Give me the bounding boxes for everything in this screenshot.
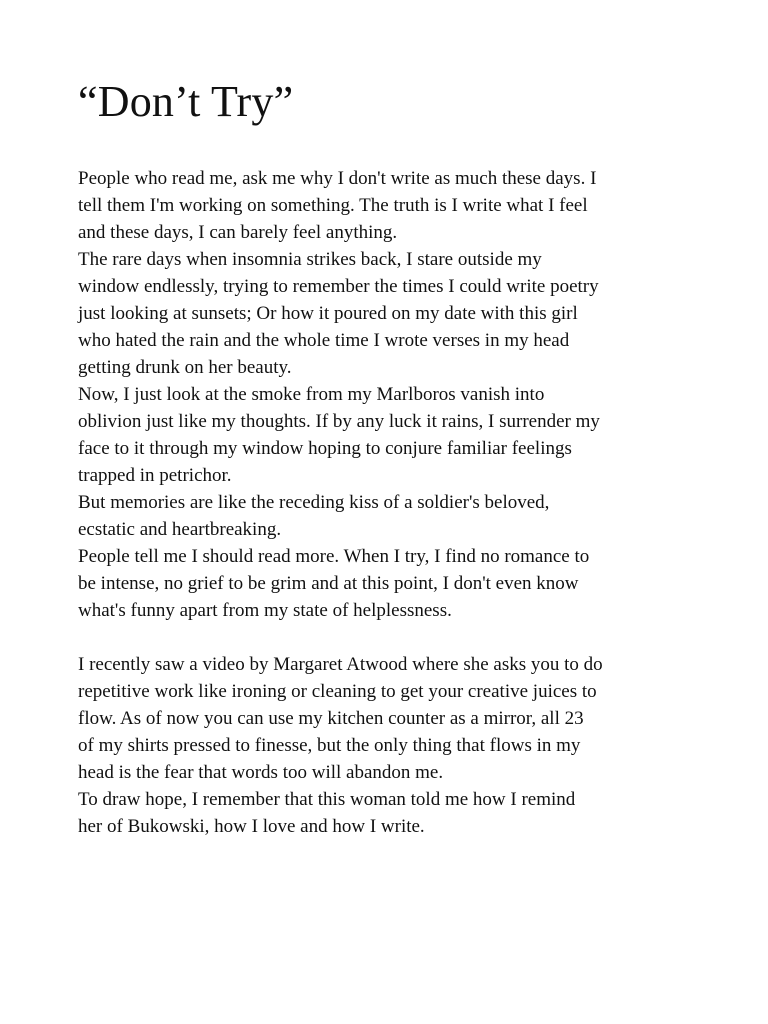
text-line: just looking at sunsets; Or how it poured on my date with this girl [78,303,578,324]
text-line: getting drunk on her beauty. [78,357,292,378]
paragraph-5 [78,543,698,624]
text-line: People who read me, ask me why I don't write as much these days. I [78,168,597,189]
paragraph-1 [78,165,698,246]
text-line: of my shirts pressed to finesse, but the only thing that flows in my [78,735,581,756]
body-text [78,165,698,840]
text-line: I recently saw a video by Margaret Atwood where she asks you to do [78,654,603,675]
text-line: repetitive work like ironing or cleaning to get your creative juices to [78,681,597,702]
text-line: and these days, I can barely feel anything. [78,222,398,243]
text-line: be intense, no grief to be grim and at this point, I don't even know [78,573,579,594]
text-line: her of Bukowski, how I love and how I write. [78,816,425,837]
text-line: But memories are like the receding kiss of a soldier's beloved, [78,492,550,513]
text-line: To draw hope, I remember that this woman told me how I remind [78,789,576,810]
paragraph-6 [78,651,698,786]
text-line: trapped in petrichor. [78,465,232,486]
text-line: flow. As of now you can use my kitchen counter as a mirror, all 23 [78,708,584,729]
text-line: face to it through my window hoping to conjure familiar feelings [78,438,572,459]
paragraph-2 [78,246,698,381]
text-line: Now, I just look at the smoke from my Marlboros vanish into [78,384,545,405]
text-line: head is the fear that words too will abandon me. [78,762,444,783]
text-line: window endlessly, trying to remember the times I could write poetry [78,276,599,297]
text-line: ecstatic and heartbreaking. [78,519,282,540]
poem-title: “Don’t Try” [78,77,294,126]
text-line: what's funny apart from my state of helplessness. [78,600,452,621]
text-line: People tell me I should read more. When I try, I find no romance to [78,546,590,567]
text-line: oblivion just like my thoughts. If by any luck it rains, I surrender my [78,411,600,432]
paragraph-7 [78,786,698,840]
paragraph-3 [78,381,698,489]
paragraph-4 [78,489,698,543]
text-line: tell them I'm working on something. The truth is I write what I feel [78,195,588,216]
text-line: The rare days when insomnia strikes back, I stare outside my [78,249,542,270]
text-line: who hated the rain and the whole time I wrote verses in my head [78,330,570,351]
blank-line [78,624,698,651]
